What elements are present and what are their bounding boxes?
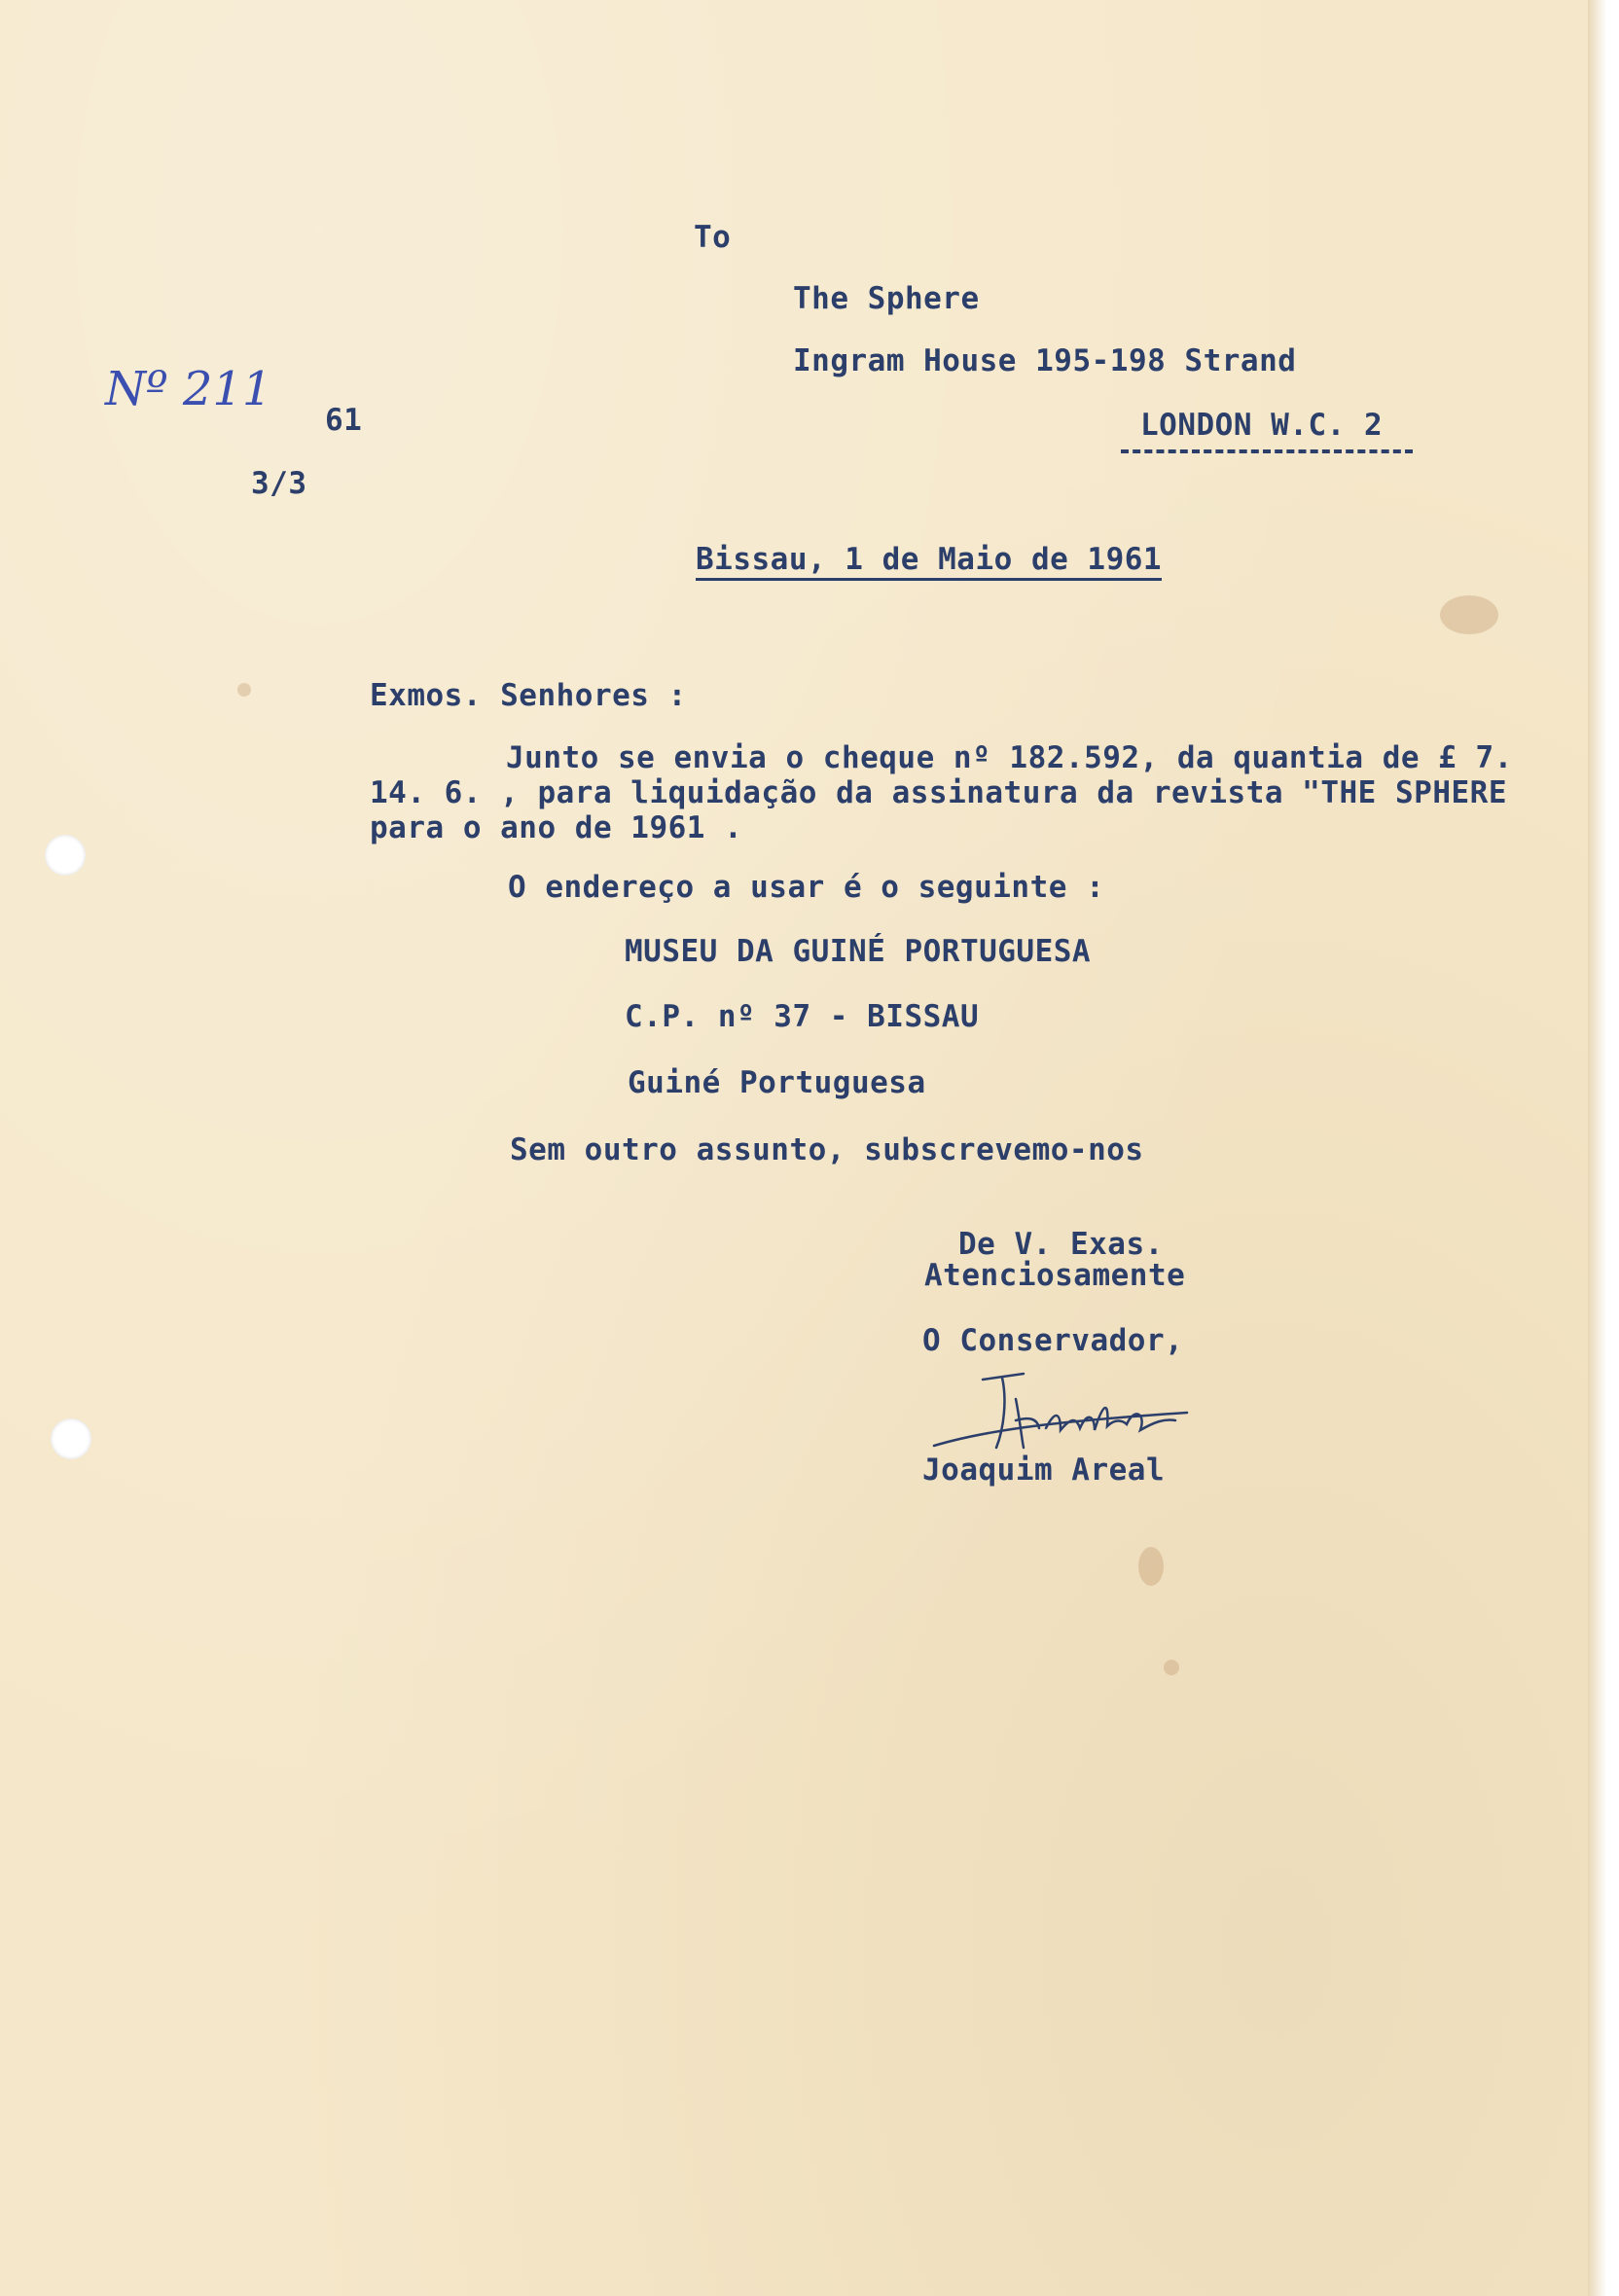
date-line: Bissau, 1 de Maio de 1961 <box>696 545 1162 581</box>
address-line-1: MUSEU DA GUINÉ PORTUGUESA <box>625 934 1092 969</box>
address-intro: O endereço a usar é o seguinte : <box>508 870 1105 905</box>
body-line-1: Junto se envia o cheque nº 182.592, da quantia de £ 7. <box>506 740 1513 775</box>
handwritten-signature <box>915 1360 1206 1467</box>
paper-stain <box>1138 1547 1164 1586</box>
paper-edge <box>1588 0 1619 2296</box>
punch-hole-top <box>45 835 86 876</box>
salutation: Exmos. Senhores : <box>370 678 687 713</box>
recipient-street: Ingram House 195-198 Strand <box>793 343 1297 378</box>
body-line-3: para o ano de 1961 . <box>370 810 743 845</box>
to-label: To <box>694 220 732 255</box>
paper-stain <box>1440 595 1498 634</box>
valediction-2: Atenciosamente <box>924 1258 1186 1293</box>
closing-line: Sem outro assunto, subscrevemo-nos <box>510 1132 1144 1167</box>
reference-sub: 3/3 <box>251 466 307 501</box>
paper-stain <box>1164 1660 1179 1675</box>
address-line-2: C.P. nº 37 - BISSAU <box>625 999 980 1034</box>
recipient-name: The Sphere <box>793 281 980 316</box>
paper-stain <box>237 683 251 697</box>
valediction-1: De V. Exas. <box>958 1227 1164 1262</box>
reference-number: 61 <box>325 403 363 438</box>
address-line-3: Guiné Portuguesa <box>628 1065 926 1100</box>
signer-name: Joaquim Areal <box>922 1453 1166 1488</box>
recipient-city: LONDON W.C. 2 <box>1140 408 1384 443</box>
handwritten-reference: Nº 211 <box>105 362 272 416</box>
body-line-2: 14. 6. , para liquidação da assinatura da revista "THE SPHERE <box>370 775 1507 810</box>
signer-title: O Conservador, <box>922 1323 1184 1358</box>
punch-hole-bottom <box>51 1418 91 1459</box>
city-underline <box>1121 449 1413 453</box>
